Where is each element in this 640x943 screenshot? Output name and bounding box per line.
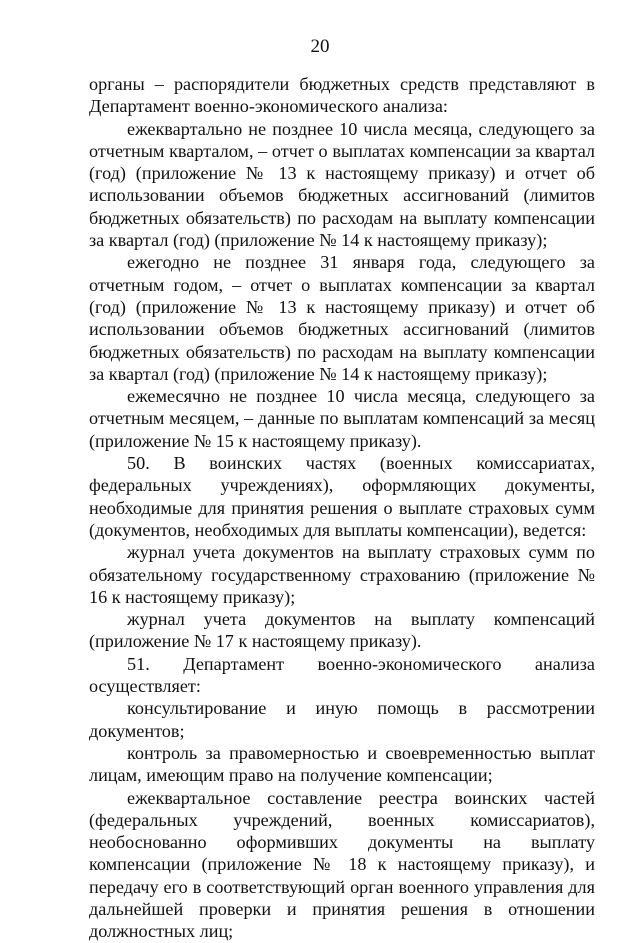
paragraph-quarterly-report: ежеквартально не позднее 10 числа месяца, следующего за отчетным кварталом, – отчет о выплатах компенсации за квартал (год) (приложение № 13 к настоящему приказу) и отчет об использовании объемов бюджетных ассигнований (лимитов бюджетных обязательств) по расходам на выплату компенсации за квартал (год) (приложение № 14 к настоящему приказу); [89, 118, 595, 251]
paragraph-annual-report: ежегодно не позднее 31 января года, следующего за отчетным годом, – отчет о выплатах компенсации за квартал (год) (приложение № 13 к настоящему приказу) и отчет об использовании объемов бюджетных ассигнований (лимитов бюджетных обязательств) по расходам на выплату компенсации за квартал (год) (приложение № 14 к настоящему приказу); [89, 252, 595, 384]
paragraph-item-51: 51. Департамент военно-экономического анализа осуществляет: [89, 653, 595, 697]
paragraph-insurance-journal: журнал учета документов на выплату страховых сумм по обязательному государственному страхованию (приложение № 16 к настоящему приказу); [89, 542, 595, 607]
paragraph-control: контроль за правомерностью и своевременностью выплат лицам, имеющим право на получение компенсации; [89, 742, 595, 786]
paragraph-compensation-journal: журнал учета документов на выплату компенсаций (приложение № 17 к настоящему приказу). [89, 609, 595, 652]
paragraph-consulting: консультирование и иную помощь в рассмотрении документов; [89, 698, 595, 741]
paragraph-registry: ежеквартальное составление реестра воинских частей (федеральных учреждений, военных комиссариатов), необоснованно оформивших документы на выплату компенсации (приложение № 18 к настоящему приказу), и передачу его в соответствующий орган военного управления для дальнейшей проверки и принятия решения в отношении должностных лиц; [89, 787, 595, 942]
page-number: 20 [310, 36, 330, 57]
document-body [89, 73, 595, 943]
paragraph-monthly-report: ежемесячно не позднее 10 числа месяца, следующего за отчетным месяцем, – данные по выплатам компенсаций за месяц (приложение № 15 к настоящему приказу). [89, 386, 595, 451]
paragraph-item-50: 50. В воинских частях (военных комиссариатах, федеральных учреждениях), оформляющих документы, необходимые для принятия решения о выплате страховых сумм (документов, необходимых для выплаты компенсации), ведется: [89, 453, 595, 540]
paragraph-reporting-bodies: органы – распорядители бюджетных средств представляют в Департамент военно-экономического анализа: [89, 74, 595, 117]
